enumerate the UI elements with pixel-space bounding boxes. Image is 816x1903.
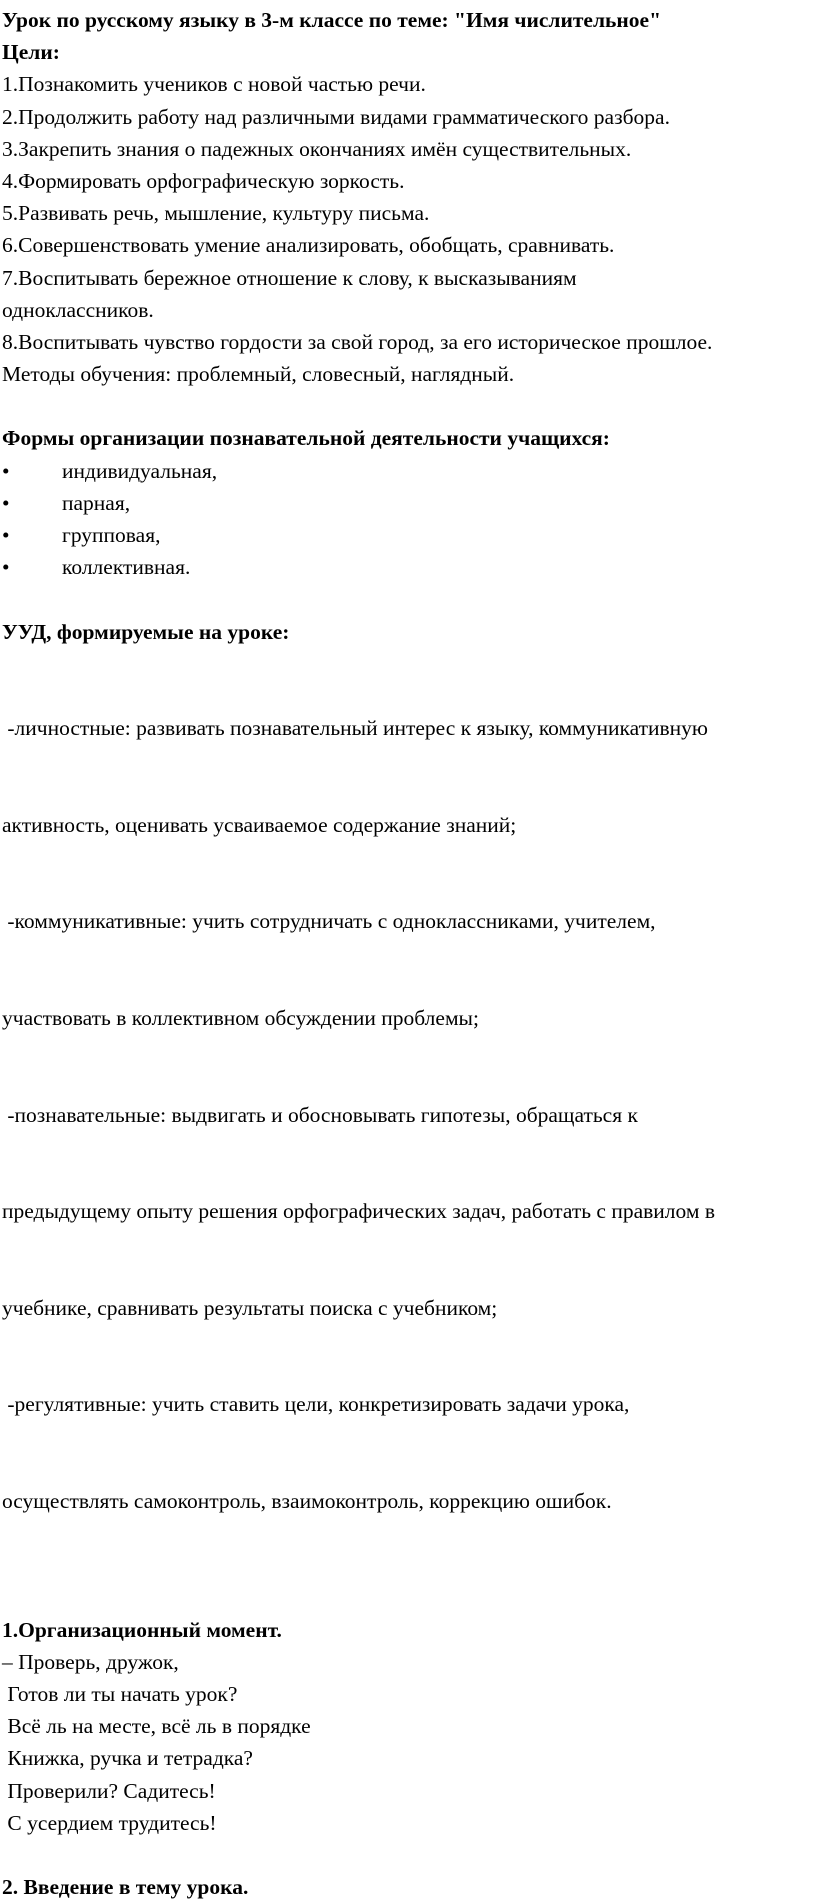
forms-item-text: групповая, xyxy=(62,523,161,547)
bullet-icon: • xyxy=(2,458,10,483)
uud-line: осуществлять самоконтроль, взаимоконтроль, коррекцию ошибок. xyxy=(2,1488,612,1513)
uud-line: -личностные: развивать познавательный интерес к языку, коммуникативную xyxy=(2,716,708,741)
goal-item: 5.Развивать речь, мышление, культуру письма. xyxy=(2,201,430,226)
uud-line: активность, оценивать усваиваемое содержание знаний; xyxy=(2,812,517,837)
uud-list xyxy=(2,648,814,1582)
forms-item-text: индивидуальная, xyxy=(62,458,218,483)
goal-item: 1.Познакомить учеников с новой частью речи. xyxy=(2,72,426,97)
uud-line: -коммуникативные: учить сотрудничать с одноклассниками, учителем, xyxy=(2,909,656,934)
spacer xyxy=(2,1582,814,1614)
bullet-icon: • xyxy=(2,490,10,515)
spacer xyxy=(2,583,814,615)
uud-line: -регулятивные: учить ставить цели, конкретизировать задачи урока, xyxy=(2,1392,630,1417)
forms-list-item xyxy=(2,455,814,487)
poem xyxy=(2,1646,814,1839)
forms-list xyxy=(2,455,814,584)
uud-line: учебнике, сравнивать результаты поиска с учебником; xyxy=(2,1295,498,1320)
uud-line: предыдущему опыту решения орфографических задач, работать с правилом в xyxy=(2,1199,715,1224)
goals-heading: Цели: xyxy=(2,40,60,65)
forms-list-item xyxy=(2,551,814,583)
poem-line: Книжка, ручка и тетрадка? xyxy=(2,1746,253,1771)
bullet-icon: • xyxy=(2,555,10,580)
forms-heading: Формы организации познавательной деятельности учащихся: xyxy=(2,426,610,451)
goal-item: 8.Воспитывать чувство гордости за свой город, за его историческое прошлое. xyxy=(2,329,713,354)
goal-item: 4.Формировать орфографическую зоркость. xyxy=(2,168,405,193)
poem-line: Проверили? Садитесь! xyxy=(2,1778,216,1803)
forms-list-item xyxy=(2,519,814,551)
forms-list-item xyxy=(2,487,814,519)
intro-heading: 2. Введение в тему урока. xyxy=(2,1875,249,1900)
poem-line: С усердием трудитесь! xyxy=(2,1810,217,1835)
document-page xyxy=(0,4,816,1903)
goals-list xyxy=(2,68,814,358)
forms-item-text: парная, xyxy=(62,490,131,515)
goal-item: 7.Воспитывать бережное отношение к слову, к высказываниям xyxy=(2,265,577,290)
goal-item: 6.Совершенствовать умение анализировать, обобщать, сравнивать. xyxy=(2,233,615,258)
poem-line: Готов ли ты начать урок? xyxy=(2,1682,238,1707)
spacer xyxy=(2,1839,814,1871)
uud-line: -познавательные: выдвигать и обосновывать гипотезы, обращаться к xyxy=(2,1102,638,1127)
goal-item-continuation: одноклассников. xyxy=(2,297,154,322)
poem-line: Всё ль на месте, всё ль в порядке xyxy=(2,1714,311,1739)
uud-heading: УУД, формируемые на уроке: xyxy=(2,619,290,644)
goal-item: 2.Продолжить работу над различными видами грамматического разбора. xyxy=(2,104,670,129)
goal-item: 3.Закрепить знания о падежных окончаниях имён существительных. xyxy=(2,136,632,161)
teaching-methods: Методы обучения: проблемный, словесный, наглядный. xyxy=(2,362,515,387)
spacer xyxy=(2,390,814,422)
page-title: Урок по русскому языку в 3-м классе по теме: "Имя числительное" xyxy=(2,8,662,32)
poem-line: – Проверь, дружок, xyxy=(2,1649,179,1674)
forms-item-text: коллективная. xyxy=(62,555,191,580)
bullet-icon: • xyxy=(2,523,10,547)
uud-line: участвовать в коллективном обсуждении проблемы; xyxy=(2,1005,479,1030)
org-moment-heading: 1.Организационный момент. xyxy=(2,1617,282,1642)
